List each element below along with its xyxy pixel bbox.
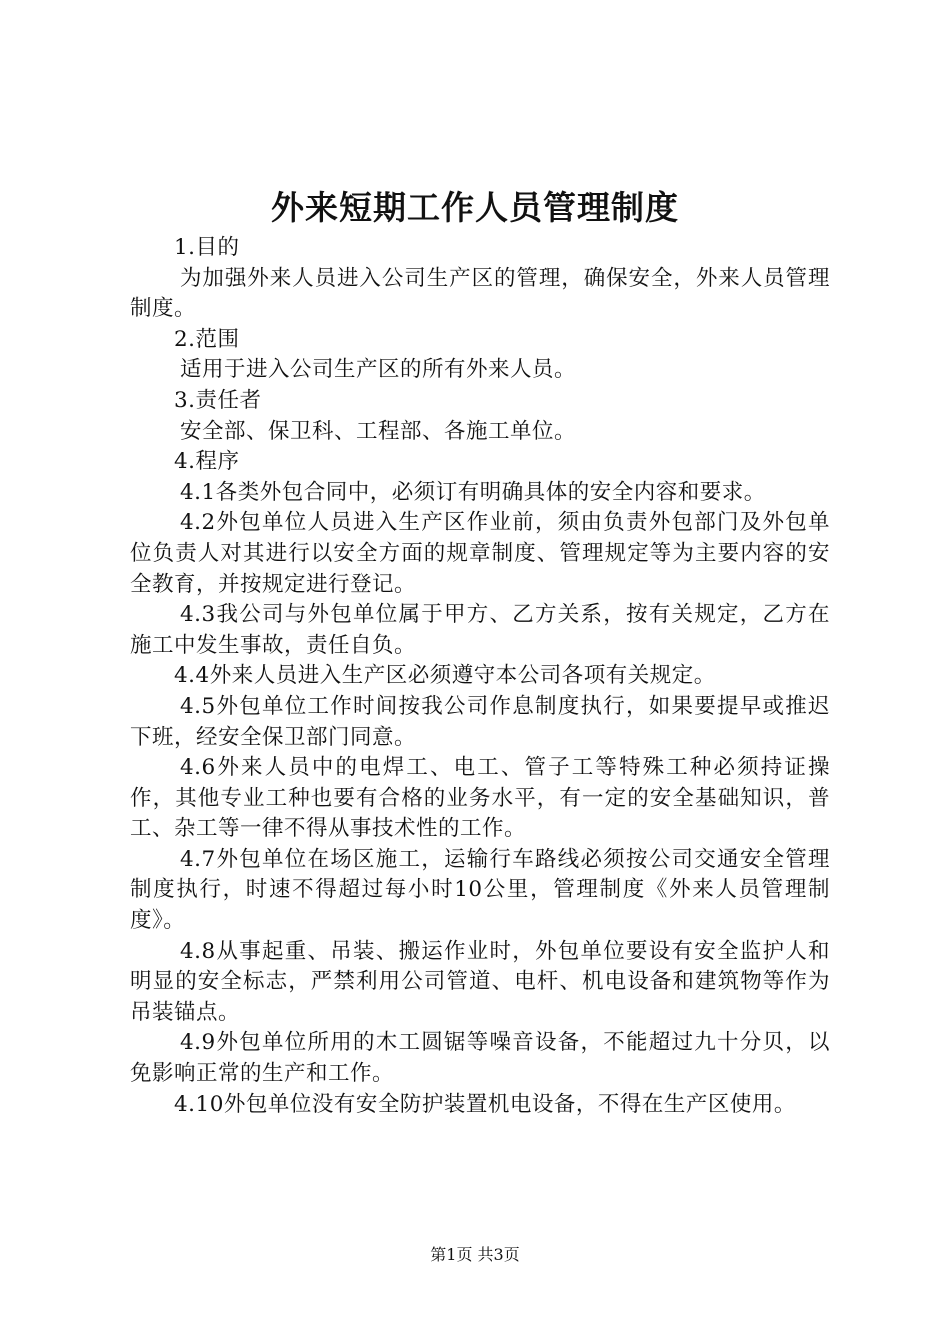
page-footer: 第1页 共3页: [430, 1245, 520, 1264]
paragraph: 为加强外来人员进入公司生产区的管理，确保安全，外来人员管理制度。: [130, 265, 830, 322]
document-title: 外来短期工作人员管理制度: [271, 188, 679, 227]
paragraph: 4.7外包单位在场区施工，运输行车路线必须按公司交通安全管理制度执行，时速不得超过每小时10公里，管理制度《外来人员管理制度》。: [130, 846, 830, 934]
section-heading: 2.范围: [174, 326, 240, 352]
paragraph: 4.5外包单位工作时间按我公司作息制度执行，如果要提早或推迟下班，经安全保卫部门同意。: [130, 693, 830, 750]
paragraph: 4.8从事起重、吊装、搬运作业时，外包单位要设有安全监护人和明显的安全标志，严禁利用公司管道、电杆、机电设备和建筑物等作为吊装锚点。: [130, 938, 830, 1025]
paragraph: 4.6外来人员中的电焊工、电工、管子工等特殊工种必须持证操作，其他专业工种也要有合格的业务水平，有一定的安全基础知识，普工、杂工等一律不得从事技术性的工作。: [130, 755, 830, 842]
paragraph: 4.1各类外包合同中，必须订有明确具体的安全内容和要求。: [180, 479, 766, 505]
paragraph: 4.9外包单位所用的木工圆锯等噪音设备，不能超过九十分贝，以免影响正常的生产和工作。: [130, 1030, 830, 1087]
section-heading: 4.程序: [174, 449, 240, 475]
paragraph: 4.4外来人员进入生产区必须遵守本公司各项有关规定。: [174, 663, 716, 689]
paragraph: 4.3我公司与外包单位属于甲方、乙方关系，按有关规定，乙方在施工中发生事故，责任自负。: [130, 602, 830, 658]
section-heading: 3.责任者: [174, 387, 262, 413]
section-heading: 1.目的: [174, 235, 240, 260]
paragraph: 4.2外包单位人员进入生产区作业前，须由负责外包部门及外包单位负责人对其进行以安全方面的规章制度、管理规定等为主要内容的安全教育，并按规定进行登记。: [130, 510, 830, 597]
paragraph: 适用于进入公司生产区的所有外来人员。: [180, 357, 577, 383]
document-body: [130, 233, 830, 1120]
paragraph: 4.10外包单位没有安全防护装置机电设备，不得在生产区使用。: [174, 1091, 796, 1117]
paragraph: 安全部、保卫科、工程部、各施工单位。: [180, 418, 577, 444]
